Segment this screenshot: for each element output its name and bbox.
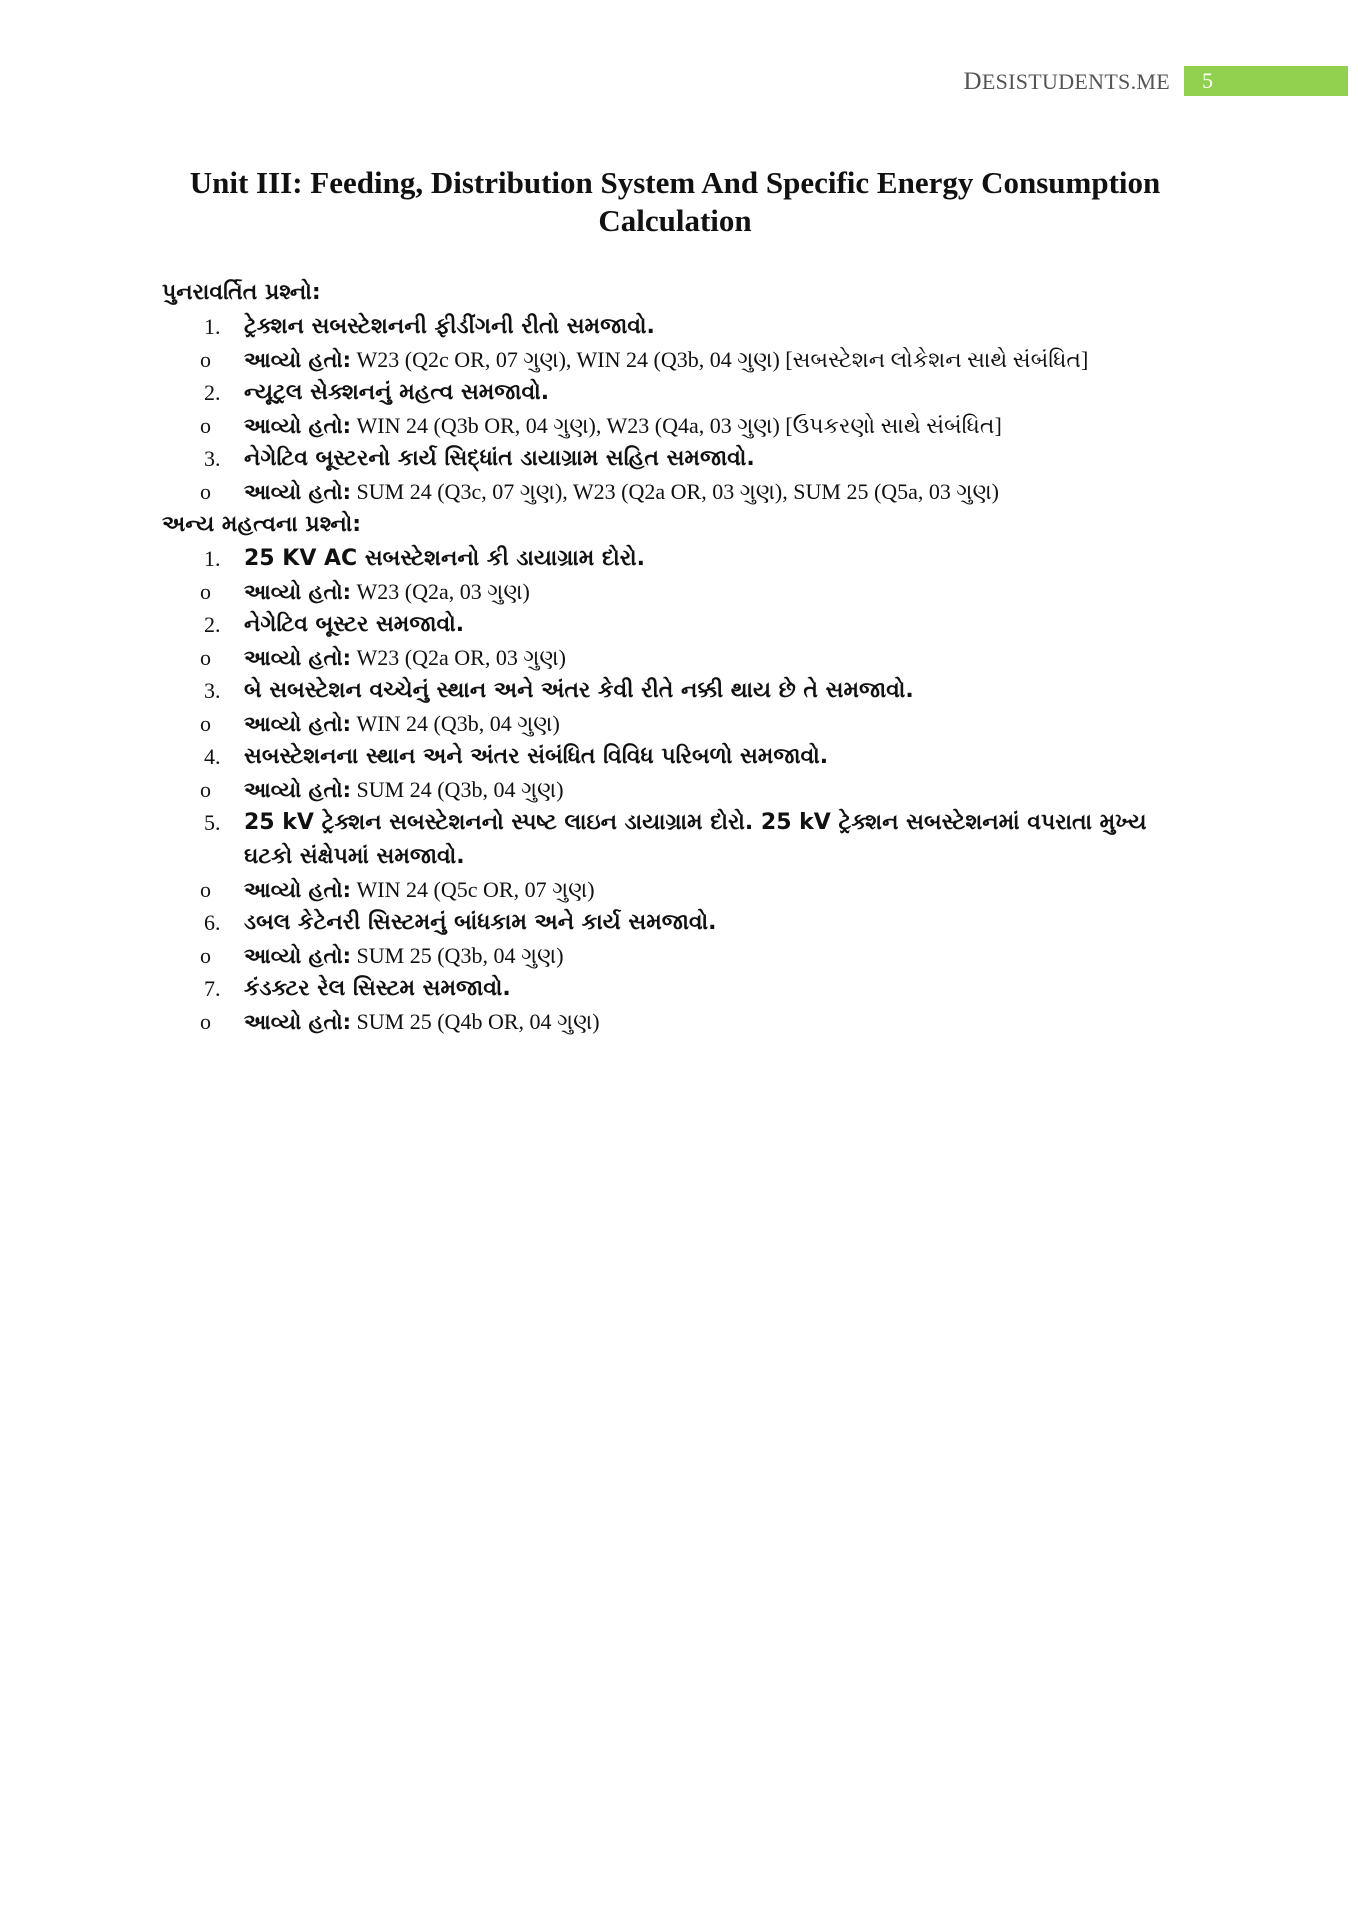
page-title: Unit III: Feeding, Distribution System And Specific Energy Consumption Calculation bbox=[189, 165, 1161, 238]
question-list bbox=[162, 542, 1162, 1038]
asked-refs: SUM 24 (Q3b, 04 ગુણ) bbox=[356, 777, 564, 802]
asked-info bbox=[162, 1006, 1162, 1038]
section-repeated-questions bbox=[162, 276, 1162, 508]
bullet-icon: o bbox=[200, 645, 211, 670]
page-header bbox=[963, 66, 1348, 96]
question-text: ડબલ કેટેનરી સિસ્ટમનું બાંધકામ અને કાર્ય સમજાવો. bbox=[244, 910, 717, 935]
asked-refs: W23 (Q2a, 03 ગુણ) bbox=[356, 579, 530, 604]
asked-refs: W23 (Q2c OR, 07 ગુણ), WIN 24 (Q3b, 04 ગુણ) [સબસ્ટેશન લોકેશન સાથે સંબંધિત] bbox=[356, 347, 1089, 372]
question-text: નેગેટિવ બૂસ્ટર સમજાવો. bbox=[244, 612, 465, 637]
bullet-icon: o bbox=[200, 943, 211, 968]
question-number: 2. bbox=[204, 380, 221, 405]
asked-info bbox=[162, 708, 1162, 740]
list-item bbox=[162, 442, 1162, 508]
question-text: નેગેટિવ બૂસ્ટરનો કાર્ય સિદ્ધાંત ડાયાગ્રામ સહિત સમજાવો. bbox=[244, 446, 755, 471]
list-item bbox=[162, 740, 1162, 806]
question-text: ન્યૂટ્રલ સેક્શનનું મહત્વ સમજાવો. bbox=[244, 380, 550, 405]
page-number: 5 bbox=[1184, 66, 1348, 96]
question-number: 1. bbox=[204, 546, 221, 571]
asked-label: આવ્યો હતો: bbox=[244, 646, 352, 670]
asked-info bbox=[162, 642, 1162, 674]
question-number: 3. bbox=[204, 678, 221, 703]
asked-label: આવ્યો હતો: bbox=[244, 712, 352, 736]
asked-label: આવ્યો હતો: bbox=[244, 1010, 352, 1034]
asked-label: આવ્યો હતો: bbox=[244, 348, 352, 372]
bullet-icon: o bbox=[200, 711, 211, 736]
list-item bbox=[162, 906, 1162, 972]
asked-refs: WIN 24 (Q3b OR, 04 ગુણ), W23 (Q4a, 03 ગુણ) [ઉપકરણો સાથે સંબંધિત] bbox=[356, 413, 1002, 438]
asked-refs: SUM 25 (Q4b OR, 04 ગુણ) bbox=[356, 1009, 600, 1034]
asked-info bbox=[162, 874, 1162, 906]
bullet-icon: o bbox=[200, 347, 211, 372]
site-name bbox=[963, 66, 1184, 96]
question-number: 5. bbox=[204, 810, 221, 835]
asked-label: આવ્યો હતો: bbox=[244, 580, 352, 604]
question-text: ટ્રેક્શન સબસ્ટેશનની ફીડીંગની રીતો સમજાવો. bbox=[244, 314, 655, 339]
question-content bbox=[162, 276, 1162, 1038]
question-number: 2. bbox=[204, 612, 221, 637]
question-number: 1. bbox=[204, 314, 221, 339]
list-item bbox=[162, 806, 1162, 906]
list-item bbox=[162, 674, 1162, 740]
bullet-icon: o bbox=[200, 579, 211, 604]
question-number: 6. bbox=[204, 910, 221, 935]
asked-refs: W23 (Q2a OR, 03 ગુણ) bbox=[356, 645, 566, 670]
question-number: 4. bbox=[204, 744, 221, 769]
asked-label: આવ્યો હતો: bbox=[244, 944, 352, 968]
asked-info bbox=[162, 344, 1162, 376]
list-item bbox=[162, 376, 1162, 442]
question-number: 7. bbox=[204, 976, 221, 1001]
asked-info bbox=[162, 940, 1162, 972]
list-item bbox=[162, 310, 1162, 376]
asked-refs: WIN 24 (Q3b, 04 ગુણ) bbox=[356, 711, 560, 736]
question-text: 25 kV ટ્રેક્શન સબસ્ટેશનનો સ્પષ્ટ લાઇન ડાયાગ્રામ દોરો. 25 kV ટ્રેક્શન સબસ્ટેશનમાં વપરાતા મુખ્ય ઘટકો સંક્ષેપમાં સમજાવો. bbox=[244, 810, 1147, 869]
list-item bbox=[162, 608, 1162, 674]
bullet-icon: o bbox=[200, 479, 211, 504]
asked-refs: WIN 24 (Q5c OR, 07 ગુણ) bbox=[356, 877, 595, 902]
section-other-important-questions bbox=[162, 508, 1162, 1038]
bullet-icon: o bbox=[200, 877, 211, 902]
asked-label: આવ્યો હતો: bbox=[244, 778, 352, 802]
asked-refs: SUM 25 (Q3b, 04 ગુણ) bbox=[356, 943, 564, 968]
section-heading: પુનરાવર્તિત પ્રશ્નો: bbox=[162, 280, 321, 305]
bullet-icon: o bbox=[200, 1009, 211, 1034]
asked-label: આવ્યો હતો: bbox=[244, 878, 352, 902]
list-item bbox=[162, 542, 1162, 608]
question-text: બે સબસ્ટેશન વચ્ચેનું સ્થાન અને અંતર કેવી રીતે નક્કી થાય છે તે સમજાવો. bbox=[244, 678, 914, 703]
asked-info bbox=[162, 774, 1162, 806]
list-item bbox=[162, 972, 1162, 1038]
site-name-initial: D bbox=[963, 68, 982, 95]
asked-refs: SUM 24 (Q3c, 07 ગુણ), W23 (Q2a OR, 03 ગુણ), SUM 25 (Q5a, 03 ગુણ) bbox=[356, 479, 999, 504]
question-text: કંડક્ટર રેલ સિસ્ટમ સમજાવો. bbox=[244, 976, 511, 1001]
question-text: 25 KV AC સબસ્ટેશનનો કી ડાયાગ્રામ દોરો. bbox=[244, 546, 645, 571]
question-number: 3. bbox=[204, 446, 221, 471]
asked-info bbox=[162, 576, 1162, 608]
bullet-icon: o bbox=[200, 413, 211, 438]
asked-info bbox=[162, 410, 1162, 442]
question-text: સબસ્ટેશનના સ્થાન અને અંતર સંબંધિત વિવિધ પરિબળો સમજાવો. bbox=[244, 744, 829, 769]
site-name-rest: ESISTUDENTS.ME bbox=[981, 69, 1170, 94]
asked-label: આવ્યો હતો: bbox=[244, 414, 352, 438]
bullet-icon: o bbox=[200, 777, 211, 802]
asked-info bbox=[162, 476, 1162, 508]
asked-label: આવ્યો હતો: bbox=[244, 480, 352, 504]
question-list bbox=[162, 310, 1162, 508]
section-heading: અન્ય મહત્વના પ્રશ્નો: bbox=[162, 512, 362, 537]
